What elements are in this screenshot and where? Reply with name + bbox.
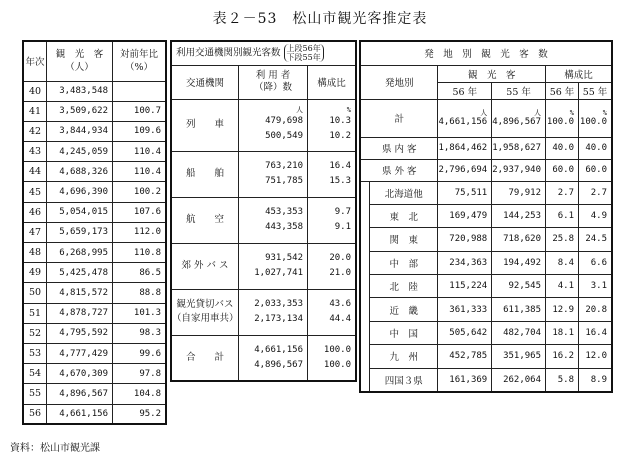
table-row xyxy=(23,323,166,343)
origin-value: 2.7 xyxy=(557,187,574,198)
visitors-cell: 4,696,390 xyxy=(47,182,113,202)
mode-cell: 観光貸切バス （自家用車共） xyxy=(171,289,239,335)
table-row xyxy=(360,99,612,137)
origin-r56 xyxy=(546,251,579,274)
origin-label: 東 北 xyxy=(370,204,438,227)
header-origin-ratio: 構成比 xyxy=(546,65,613,82)
origin-v56 xyxy=(438,228,492,251)
table-row xyxy=(23,364,166,384)
year-cell: 47 xyxy=(23,222,47,242)
year-cell: 55 xyxy=(23,384,47,404)
year-cell: 46 xyxy=(23,202,47,222)
table-row xyxy=(23,142,166,162)
table-row xyxy=(23,303,166,323)
visitors-cell: 6,268,995 xyxy=(47,243,113,263)
table-row xyxy=(23,263,166,283)
origin-value: 40.0 xyxy=(585,143,607,153)
origin-r55 xyxy=(579,368,613,391)
origin-r56 xyxy=(546,275,579,298)
ratio-55: 100.0 xyxy=(323,359,351,370)
origin-value: 8.4 xyxy=(557,257,574,268)
origin-value: 718,620 xyxy=(503,234,541,245)
ratio-55: 21.0 xyxy=(329,268,351,278)
visitors-cell: 4,777,429 xyxy=(47,343,113,363)
yearly-visitors-table xyxy=(22,40,167,425)
origin-r56 xyxy=(546,99,579,137)
origin-label: 中 部 xyxy=(370,251,438,274)
mode-cell: 航 空 xyxy=(171,197,239,243)
mode-ratio-cell xyxy=(308,289,357,335)
year-cell: 49 xyxy=(23,263,47,283)
ratio-cell: 98.3 xyxy=(113,323,167,343)
transport-table xyxy=(170,40,357,382)
indent-cell xyxy=(360,275,370,298)
table-row xyxy=(23,384,166,404)
visitors-cell: 3,483,548 xyxy=(47,81,113,101)
ratio-cell: 100.2 xyxy=(113,182,167,202)
origin-v56 xyxy=(438,204,492,227)
table-row xyxy=(23,243,166,263)
table-row xyxy=(171,335,356,381)
unit-pct: % xyxy=(346,105,351,114)
table-row xyxy=(23,222,166,242)
origin-v56 xyxy=(438,159,492,181)
ratio-cell: 88.8 xyxy=(113,283,167,303)
origin-r55 xyxy=(579,137,613,159)
year-cell: 54 xyxy=(23,364,47,384)
ratio-cell: 97.8 xyxy=(113,364,167,384)
visitors-cell: 3,509,622 xyxy=(47,101,113,121)
indent-cell xyxy=(360,181,370,204)
users-55: 2,173,134 xyxy=(254,314,303,324)
year-cell: 44 xyxy=(23,162,47,182)
visitors-cell: 4,670,309 xyxy=(47,364,113,384)
note-bottom: 下段55年 xyxy=(286,53,321,63)
origin-label: 北海道他 xyxy=(370,181,438,204)
origin-value: 161,369 xyxy=(449,374,488,385)
table-row xyxy=(360,159,612,181)
year-cell: 40 xyxy=(23,81,47,101)
origin-value: 4.9 xyxy=(590,211,607,222)
origin-value: 611,385 xyxy=(503,304,541,315)
origin-value: 12.0 xyxy=(585,351,607,362)
origin-v55 xyxy=(492,228,546,251)
table-row xyxy=(23,283,166,303)
origin-value: 25.8 xyxy=(552,234,574,245)
origin-value: 234,363 xyxy=(449,257,488,268)
origin-value: 92,545 xyxy=(508,281,541,292)
origin-r56 xyxy=(546,181,579,204)
year-cell: 53 xyxy=(23,343,47,363)
transport-header xyxy=(171,41,356,65)
origin-v56 xyxy=(438,99,492,137)
ratio-cell: 110.4 xyxy=(113,142,167,162)
origin-r55 xyxy=(579,275,613,298)
indent-cell xyxy=(360,204,370,227)
users-55: 4,896,567 xyxy=(254,359,303,370)
origin-label: 北 陸 xyxy=(370,275,438,298)
header-origin: 発地別 xyxy=(360,65,438,99)
origin-value: 4,661,156 xyxy=(438,116,488,127)
origin-value: 262,064 xyxy=(503,374,541,385)
origin-v56 xyxy=(438,321,492,344)
header-origin-visitors: 観 光 客 xyxy=(438,65,546,82)
mode-ratio-cell xyxy=(308,243,357,289)
ratio-55: 15.3 xyxy=(329,176,351,186)
table-row xyxy=(23,404,166,424)
source-note: 資料：松山市観光課 xyxy=(10,443,100,454)
visitors-cell: 5,425,478 xyxy=(47,263,113,283)
origin-label: 中 国 xyxy=(370,321,438,344)
origin-value: 482,704 xyxy=(503,328,541,339)
origin-v56 xyxy=(438,298,492,321)
origin-value: 16.4 xyxy=(585,328,607,339)
table-row xyxy=(360,204,612,227)
origin-label: 県 内 客 xyxy=(360,137,438,159)
users-56: 453,353 xyxy=(265,207,303,217)
visitors-cell: 4,688,326 xyxy=(47,162,113,182)
unit-pct: % xyxy=(569,108,574,117)
origin-value: 2.7 xyxy=(590,187,607,198)
origin-value: 75,511 xyxy=(454,187,488,198)
origin-v56 xyxy=(438,137,492,159)
origin-value: 12.9 xyxy=(552,304,574,315)
table-row xyxy=(23,182,166,202)
page-title: 表２－53 松山市観光客推定表 xyxy=(212,11,428,27)
table-row xyxy=(23,202,166,222)
year-cell: 41 xyxy=(23,101,47,121)
visitors-cell: 5,659,173 xyxy=(47,222,113,242)
table-row xyxy=(360,275,612,298)
year-cell: 48 xyxy=(23,243,47,263)
origin-value: 1,958,627 xyxy=(492,143,541,153)
header-r56: 56 年 xyxy=(546,82,579,99)
origin-value: 60.0 xyxy=(552,165,574,175)
origin-value: 194,492 xyxy=(503,257,541,268)
ratio-cell: 110.4 xyxy=(113,162,167,182)
origin-label: 四国３県 xyxy=(370,368,438,391)
table-row xyxy=(23,121,166,141)
ratio-cell: 99.6 xyxy=(113,343,167,363)
mode-cell: 列 車 xyxy=(171,99,239,151)
header-ratio: 対前年比 （%） xyxy=(113,41,167,81)
origin-r55 xyxy=(579,159,613,181)
origin-r55 xyxy=(579,298,613,321)
visitors-cell: 5,054,015 xyxy=(47,202,113,222)
year-cell: 42 xyxy=(23,121,47,141)
table-row xyxy=(360,251,612,274)
users-cell xyxy=(239,99,308,151)
ratio-cell: 86.5 xyxy=(113,263,167,283)
origin-v55 xyxy=(492,345,546,368)
origin-value: 100.0 xyxy=(546,116,574,127)
origin-value: 4.1 xyxy=(557,281,574,292)
origin-value: 40.0 xyxy=(552,143,574,153)
origin-label: 九 州 xyxy=(370,345,438,368)
indent-cell xyxy=(360,228,370,251)
origin-r55 xyxy=(579,345,613,368)
origin-value: 3.1 xyxy=(590,281,607,292)
origin-label: 計 xyxy=(360,99,438,137)
table-row xyxy=(360,321,612,344)
origin-label: 県 外 客 xyxy=(360,159,438,181)
origin-r56 xyxy=(546,137,579,159)
origin-value: 100.0 xyxy=(579,116,607,127)
ratio-56: 20.0 xyxy=(329,253,351,263)
origin-r56 xyxy=(546,159,579,181)
users-55: 1,027,741 xyxy=(254,268,303,278)
origin-v56 xyxy=(438,345,492,368)
origin-r55 xyxy=(579,228,613,251)
origin-v55 xyxy=(492,204,546,227)
ratio-56: 10.3 xyxy=(329,115,351,126)
origin-value: 505,642 xyxy=(449,328,488,339)
ratio-cell: 95.2 xyxy=(113,404,167,424)
mode-cell: 合 計 xyxy=(171,335,239,381)
origin-v56 xyxy=(438,251,492,274)
origin-v55 xyxy=(492,298,546,321)
ratio-cell xyxy=(113,81,167,101)
ratio-cell: 101.3 xyxy=(113,303,167,323)
users-55: 500,549 xyxy=(265,130,303,141)
year-cell: 50 xyxy=(23,283,47,303)
header-mode: 交通機関 xyxy=(171,65,239,99)
origin-r55 xyxy=(579,251,613,274)
table-row xyxy=(360,345,612,368)
origin-v55 xyxy=(492,368,546,391)
visitors-cell: 4,878,727 xyxy=(47,303,113,323)
ratio-cell: 112.0 xyxy=(113,222,167,242)
mode-ratio-cell xyxy=(308,197,357,243)
ratio-cell: 100.7 xyxy=(113,101,167,121)
table-row xyxy=(171,197,356,243)
table-row xyxy=(171,289,356,335)
origin-v55 xyxy=(492,321,546,344)
origin-value: 2,937,940 xyxy=(492,165,541,175)
visitors-cell: 4,661,156 xyxy=(47,404,113,424)
mode-ratio-cell xyxy=(308,99,357,151)
indent-cell xyxy=(360,368,370,391)
users-cell xyxy=(239,151,308,197)
transport-header-title: 利用交通機関別観光客数 xyxy=(176,47,281,59)
visitors-cell: 4,795,592 xyxy=(47,323,113,343)
users-cell xyxy=(239,335,308,381)
origin-value: 60.0 xyxy=(585,165,607,175)
table-row xyxy=(360,137,612,159)
origin-value: 16.2 xyxy=(552,351,574,362)
ratio-cell: 110.8 xyxy=(113,243,167,263)
indent-cell xyxy=(360,251,370,274)
origin-value: 115,224 xyxy=(449,281,488,292)
users-56: 479,698 xyxy=(265,115,303,126)
table-row xyxy=(360,298,612,321)
origin-value: 6.1 xyxy=(557,211,574,222)
note-top: 上段56年 xyxy=(286,44,321,54)
origin-value: 24.5 xyxy=(585,234,607,245)
origin-header: 発 地 別 観 光 客 数 xyxy=(360,41,612,65)
origin-v56 xyxy=(438,181,492,204)
origin-v55 xyxy=(492,275,546,298)
year-cell: 52 xyxy=(23,323,47,343)
origin-value: 351,965 xyxy=(503,351,541,362)
origin-value: 144,253 xyxy=(503,211,541,222)
header-visitors: 観 光 客 （人） xyxy=(47,41,113,81)
ratio-cell: 107.6 xyxy=(113,202,167,222)
unit-person: 人 xyxy=(296,105,303,114)
users-56: 931,542 xyxy=(265,253,303,263)
origin-value: 452,785 xyxy=(449,351,488,362)
origin-value: 8.9 xyxy=(590,374,607,385)
header-mode-ratio: 構成比 xyxy=(308,65,357,99)
table-row xyxy=(23,81,166,101)
ratio-56: 16.4 xyxy=(329,161,351,171)
origin-v55 xyxy=(492,137,546,159)
unit-person: 人 xyxy=(480,108,488,117)
users-55: 443,358 xyxy=(265,222,303,232)
year-cell: 45 xyxy=(23,182,47,202)
visitors-cell: 4,245,059 xyxy=(47,142,113,162)
visitors-cell: 4,815,572 xyxy=(47,283,113,303)
users-cell xyxy=(239,289,308,335)
users-56: 2,033,353 xyxy=(254,299,303,309)
ratio-56: 43.6 xyxy=(329,299,351,309)
origin-r55 xyxy=(579,321,613,344)
origin-r55 xyxy=(579,181,613,204)
origin-value: 18.1 xyxy=(552,328,574,339)
origin-label: 関 東 xyxy=(370,228,438,251)
origin-value: 20.8 xyxy=(585,304,607,315)
year-cell: 51 xyxy=(23,303,47,323)
mode-cell: 船 舶 xyxy=(171,151,239,197)
ratio-56: 9.7 xyxy=(334,207,351,217)
origin-table xyxy=(359,40,613,393)
origin-v56 xyxy=(438,368,492,391)
origin-r56 xyxy=(546,368,579,391)
origin-r56 xyxy=(546,345,579,368)
header-y56: 56 年 xyxy=(438,82,492,99)
origin-value: 1,864,462 xyxy=(438,143,488,153)
table-row xyxy=(171,243,356,289)
origin-r56 xyxy=(546,298,579,321)
users-56: 763,210 xyxy=(265,161,303,171)
ratio-56: 100.0 xyxy=(323,344,351,355)
origin-v55 xyxy=(492,251,546,274)
ratio-55: 9.1 xyxy=(334,222,351,232)
origin-value: 720,988 xyxy=(449,234,488,245)
users-56: 4,661,156 xyxy=(254,344,303,355)
table-row xyxy=(360,368,612,391)
header-year: 年次 xyxy=(23,41,47,81)
year-cell: 43 xyxy=(23,142,47,162)
indent-cell xyxy=(360,298,370,321)
origin-r55 xyxy=(579,99,613,137)
users-55: 751,785 xyxy=(265,176,303,186)
visitors-cell: 4,896,567 xyxy=(47,384,113,404)
table-row xyxy=(360,228,612,251)
origin-r55 xyxy=(579,204,613,227)
visitors-cell: 3,844,934 xyxy=(47,121,113,141)
unit-person: 人 xyxy=(534,108,541,117)
ratio-55: 10.2 xyxy=(329,130,351,141)
origin-r56 xyxy=(546,204,579,227)
year-cell: 56 xyxy=(23,404,47,424)
origin-value: 79,912 xyxy=(508,187,541,198)
origin-value: 6.6 xyxy=(590,257,607,268)
origin-v55 xyxy=(492,99,546,137)
ratio-55: 44.4 xyxy=(329,314,351,324)
mode-ratio-cell xyxy=(308,151,357,197)
ratio-cell: 109.6 xyxy=(113,121,167,141)
mode-ratio-cell xyxy=(308,335,357,381)
users-cell xyxy=(239,197,308,243)
origin-v55 xyxy=(492,181,546,204)
ratio-cell: 104.8 xyxy=(113,384,167,404)
mode-cell: 郊 外 バ ス xyxy=(171,243,239,289)
header-y55: 55 年 xyxy=(492,82,546,99)
origin-value: 5.8 xyxy=(557,374,574,385)
origin-v56 xyxy=(438,275,492,298)
origin-v55 xyxy=(492,159,546,181)
header-users: 利 用 者 （降）数 xyxy=(239,65,308,99)
table-row xyxy=(23,162,166,182)
unit-pct: % xyxy=(602,108,607,117)
origin-r56 xyxy=(546,321,579,344)
origin-r56 xyxy=(546,228,579,251)
header-r55: 55 年 xyxy=(579,82,613,99)
origin-value: 361,333 xyxy=(449,304,488,315)
table-row xyxy=(360,181,612,204)
table-row xyxy=(23,343,166,363)
indent-cell xyxy=(360,345,370,368)
indent-cell xyxy=(360,321,370,344)
origin-value: 4,896,567 xyxy=(492,116,541,127)
table-row xyxy=(171,151,356,197)
origin-value: 2,796,694 xyxy=(438,165,488,175)
origin-value: 169,479 xyxy=(449,211,488,222)
table-row xyxy=(23,101,166,121)
origin-label: 近 畿 xyxy=(370,298,438,321)
table-row xyxy=(171,99,356,151)
users-cell xyxy=(239,243,308,289)
